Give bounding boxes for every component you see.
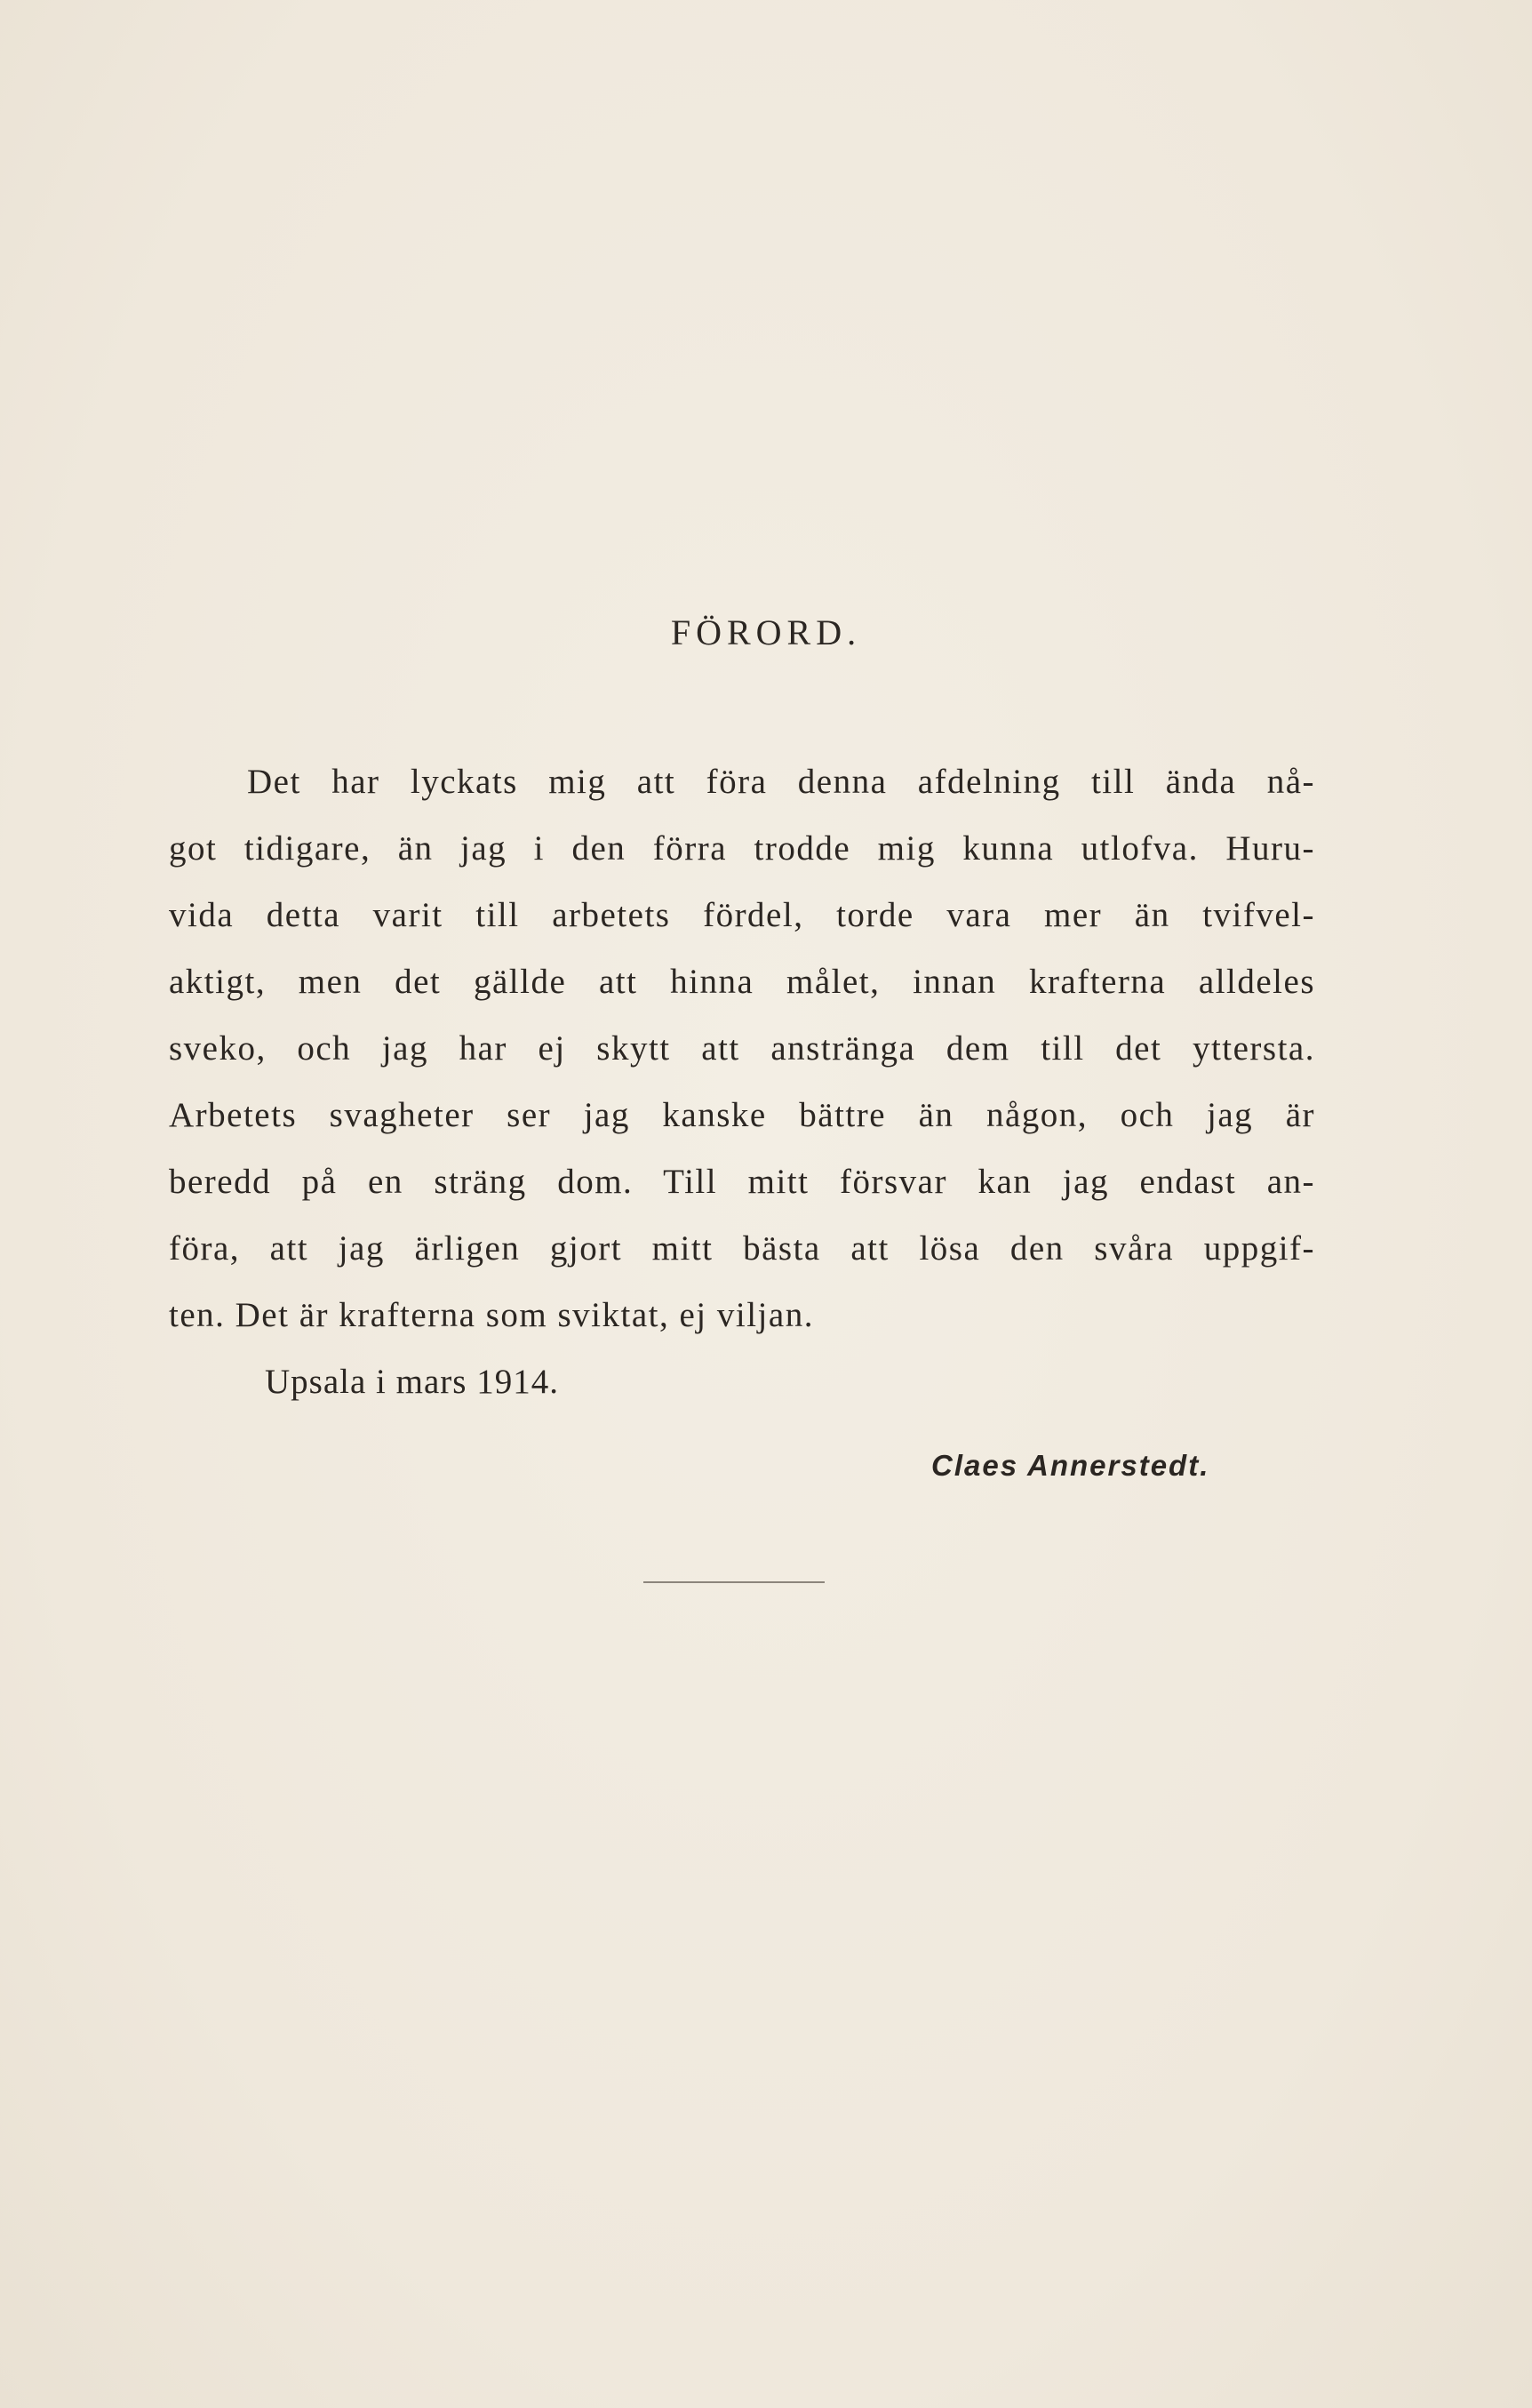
paragraph-line: aktigt, men det gällde att hinna målet, innan krafterna alldeles [169,963,1315,1001]
divider-rule [643,1581,825,1583]
paragraph-line: Det har lyckats mig att föra denna afdelning till ända nå- [247,763,1315,801]
paragraph-line: föra, att jag ärligen gjort mitt bästa att lösa den svåra uppgif- [169,1229,1315,1268]
paragraph-line: ten. Det är krafterna som sviktat, ej viljan. [169,1296,814,1334]
paragraph-line: sveko, och jag har ej skytt att anstränga dem till det yttersta. [169,1029,1315,1068]
dateline: Upsala i mars 1914. [265,1363,559,1401]
paragraph-line: beredd på en sträng dom. Till mitt försvar kan jag endast an- [169,1163,1315,1201]
preface-paragraph [169,748,1315,1348]
author-signature: Claes Annerstedt. [931,1449,1210,1482]
paragraph-line: got tidigare, än jag i den förra trodde mig kunna utlofva. Huru- [169,829,1315,868]
paragraph-line: Arbetets svagheter ser jag kanske bättre än någon, och jag är [169,1096,1315,1134]
paragraph-line: vida detta varit till arbetets fördel, torde vara mer än tvifvel- [169,896,1315,934]
page-title: FÖRORD. [670,612,862,652]
